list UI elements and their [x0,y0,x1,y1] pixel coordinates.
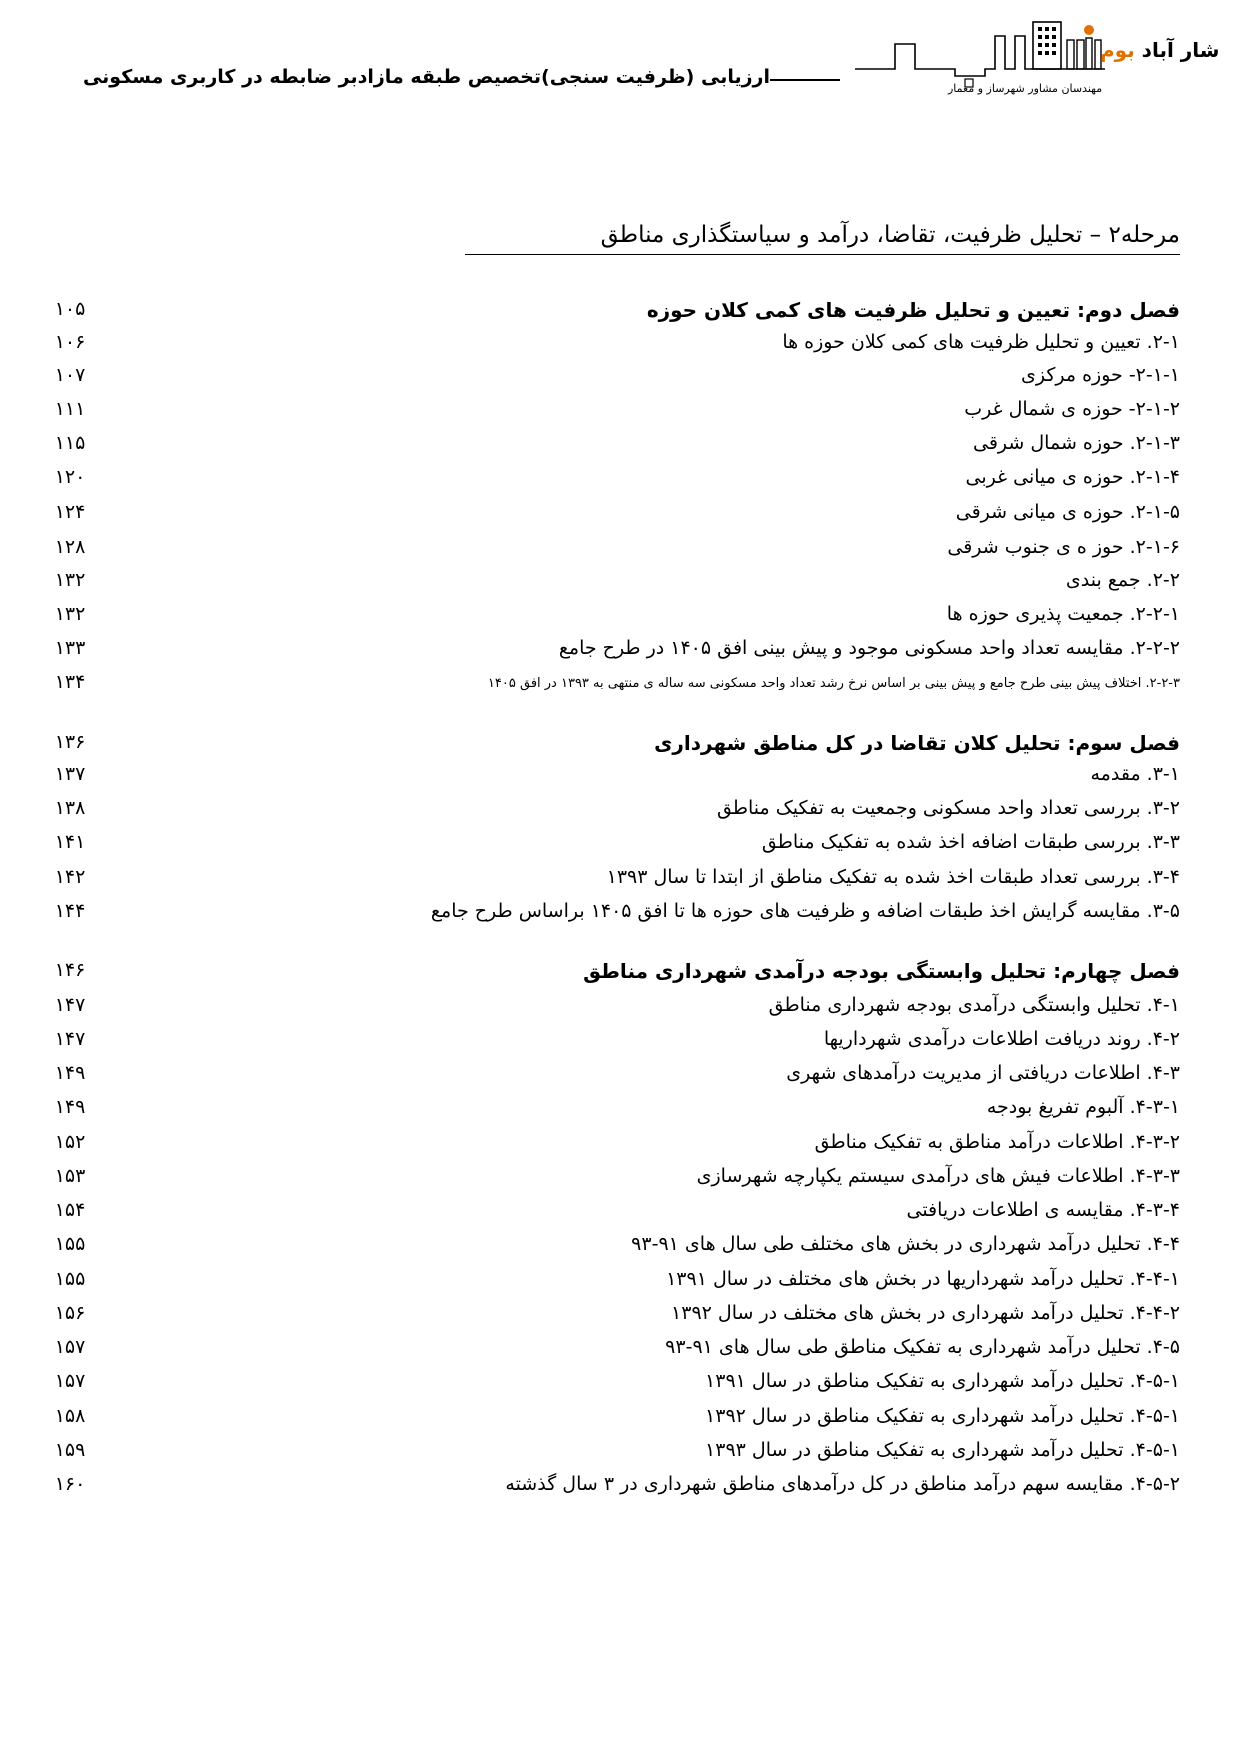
toc-entry-title: ۴-۵. تحلیل درآمد شهرداری به تفکیک مناطق طی سال های ۹۱-۹۳ [665,1336,1180,1358]
toc-entry-row [40,671,1180,701]
toc-entry-row [40,1268,1180,1298]
toc-entry-title: ۲-۱. تعیین و تحلیل ظرفیت های کمی کلان حوزه ها [782,331,1180,353]
toc-entry-title: ۴-۵-۱. تحلیل درآمد شهرداری به تفکیک مناطق در سال ۱۳۹۲ [705,1405,1180,1427]
stage-heading: مرحله۲ – تحلیل ظرفیت، تقاضا، درآمد و سیاستگذاری مناطق [465,222,1180,255]
toc-entry-row [40,866,1180,896]
toc-entry-row [40,364,1180,394]
toc-entry-title: ۴-۵-۱. تحلیل درآمد شهرداری به تفکیک مناطق در سال ۱۳۹۱ [705,1370,1180,1392]
toc-entry-title: ۴-۳-۳. اطلاعات فیش های درآمدی سیستم یکپارچه شهرسازی [696,1165,1180,1187]
toc-entry-row [40,1302,1180,1332]
toc-entry-title: ۴-۴. تحلیل درآمد شهرداری در بخش های مختلف طی سال های ۹۱-۹۳ [631,1233,1180,1255]
toc-entry-title: ۴-۵-۲. مقایسه سهم درآمد مناطق در کل درآمدهای مناطق شهرداری در ۳ سال گذشته [505,1473,1180,1495]
toc-entry-title: ۴-۴-۱. تحلیل درآمد شهرداریها در بخش های مختلف در سال ۱۳۹۱ [666,1268,1180,1290]
toc-page-number: ۱۱۵ [54,432,86,454]
toc-entry-title: ۳-۵. مقایسه گرایش اخذ طبقات اضافه و ظرفیت های حوزه ها تا افق ۱۴۰۵ براساس طرح جامع [430,900,1180,922]
toc-entry-title: ۲-۲. جمع بندی [1065,569,1180,591]
toc-entry-title: ۲-۲-۱. جمعیت پذیری حوزه ها [946,603,1180,625]
toc-entry-title: ۳-۱. مقدمه [1090,763,1180,785]
toc-entry-row [40,1439,1180,1469]
toc-page-number: ۱۴۲ [54,866,86,888]
toc-entry-title: ۲-۱-۲- حوزه ی شمال غرب [964,398,1180,420]
toc-entry-row [40,1096,1180,1126]
toc-entry-title: ۳-۲. بررسی تعداد واحد مسکونی وجمعیت به تفکیک مناطق [717,797,1180,819]
toc-entry-row [40,900,1180,930]
toc-page-number: ۱۳۸ [54,797,86,819]
toc-entry-title: ۳-۴. بررسی تعداد طبقات اخذ شده به تفکیک مناطق از ابتدا تا سال ۱۳۹۳ [606,866,1180,888]
toc-page-number: ۱۲۴ [54,501,86,523]
document-title: ارزیابی (ظرفیت سنجی)تخصیص طبقه مازادبر ضابطه در کاربری مسکونی [82,66,770,88]
toc-page-number: ۱۴۹ [54,1062,86,1084]
toc-entry-row [40,398,1180,428]
toc-entry-title: فصل دوم: تعیین و تحلیل ظرفیت های کمی کلان حوزه [646,298,1180,322]
toc-entry-title: ۴-۴-۲. تحلیل درآمد شهرداری در بخش های مختلف در سال ۱۳۹۲ [671,1302,1180,1324]
toc-entry-title: ۲-۱-۴. حوزه ی میانی غربی [965,466,1180,488]
toc-entry-row [40,501,1180,531]
toc-entry-row [40,831,1180,861]
toc-page-number: ۱۵۹ [54,1439,86,1461]
toc-chapter-row [40,731,1180,761]
toc-page-number: ۱۵۴ [54,1199,86,1221]
toc-page-number: ۱۰۵ [54,298,86,320]
toc-page-number: ۱۵۵ [54,1268,86,1290]
toc-page-number: ۱۶۰ [54,1473,86,1495]
toc-entry-row [40,797,1180,827]
toc-entry-title: ۴-۳-۴. مقایسه ی اطلاعات دریافتی [906,1199,1180,1221]
toc-entry-title: ۲-۱-۱- حوزه مرکزی [1020,364,1180,386]
toc-page-number: ۱۴۶ [54,959,86,981]
toc-entry-title: ۴-۵-۱. تحلیل درآمد شهرداری به تفکیک مناطق در سال ۱۳۹۳ [705,1439,1180,1461]
toc-page-number: ۱۵۷ [54,1336,86,1358]
toc-entry-row [40,1199,1180,1229]
logo-subtitle: مهندسان مشاور شهرساز و معمار [948,82,1103,95]
toc-entry-title: ۴-۳-۱. آلبوم تفریغ بودجه [986,1096,1180,1118]
toc-entry-row [40,763,1180,793]
toc-page-number: ۱۵۷ [54,1370,86,1392]
toc-entry-row [40,1131,1180,1161]
logo-wordmark: شار آباد بوم [1100,38,1220,62]
toc-entry-title: ۳-۳. بررسی طبقات اضافه اخذ شده به تفکیک مناطق [761,831,1180,853]
toc-page-number: ۱۲۰ [54,466,86,488]
toc-page-number: ۱۳۳ [54,637,86,659]
toc-entry-row [40,1473,1180,1503]
toc-page-number: ۱۲۸ [54,536,86,558]
toc-entry-row [40,1405,1180,1435]
toc-entry-row [40,466,1180,496]
toc-entry-title: فصل چهارم: تحلیل وابستگی بودجه درآمدی شهرداری مناطق [583,959,1180,983]
toc-chapter-row [40,959,1180,989]
toc-entry-title: ۲-۱-۳. حوزه شمال شرقی [973,432,1180,454]
toc-entry-row [40,637,1180,667]
toc-page-number: ۱۵۳ [54,1165,86,1187]
toc-page-number: ۱۵۵ [54,1233,86,1255]
toc-entry-title: ۴-۳. اطلاعات دریافتی از مدیریت درآمدهای شهری [786,1062,1180,1084]
toc-page-number: ۱۵۲ [54,1131,86,1153]
toc-entry-row [40,994,1180,1024]
toc-entry-title: ۴-۳-۲. اطلاعات درآمد مناطق به تفکیک مناطق [814,1131,1180,1153]
toc-entry-title: ۲-۱-۵. حوزه ی میانی شرقی [955,501,1180,523]
toc-page-number: ۱۴۷ [54,994,86,1016]
toc-page-number: ۱۳۴ [54,671,86,693]
toc-chapter-row [40,298,1180,328]
toc-page-number: ۱۳۲ [54,603,86,625]
toc-page-number: ۱۵۶ [54,1302,86,1324]
toc-entry-row [40,1062,1180,1092]
toc-entry-title: ۴-۲. روند دریافت اطلاعات درآمدی شهرداریها [823,1028,1180,1050]
toc-page-number: ۱۴۴ [54,900,86,922]
toc-entry-title: ۲-۲-۳. اختلاف پیش بینی طرح جامع و پیش بینی بر اساس نرخ رشد تعداد واحد مسکونی سه ساله ی منتهی به ۱۳۹۳ در افق ۱۴۰۵ [487,676,1180,691]
toc-page-number: ۱۴۱ [54,831,86,853]
toc-entry-row [40,603,1180,633]
toc-page-number: ۱۴۷ [54,1028,86,1050]
toc-entry-row [40,536,1180,566]
toc-entry-row [40,1336,1180,1366]
toc-entry-row [40,1028,1180,1058]
toc-page-number: ۱۳۶ [54,731,86,753]
toc-entry-title: فصل سوم: تحلیل کلان تقاضا در کل مناطق شهرداری [654,731,1180,755]
toc-entry-title: ۴-۱. تحلیل وابستگی درآمدی بودجه شهرداری مناطق [768,994,1180,1016]
toc-page-number: ۱۰۶ [54,331,86,353]
header-rule [770,79,840,81]
toc-entry-title: ۲-۱-۶. حوز ه ی جنوب شرقی [947,536,1180,558]
toc-page-number: ۱۱۱ [54,398,86,420]
toc-entry-row [40,432,1180,462]
toc-entry-row [40,331,1180,361]
toc-entry-row [40,569,1180,599]
toc-entry-row [40,1233,1180,1263]
toc-page-number: ۱۳۷ [54,763,86,785]
toc-page-number: ۱۰۷ [54,364,86,386]
toc-entry-title: ۲-۲-۲. مقایسه تعداد واحد مسکونی موجود و پیش بینی افق ۱۴۰۵ در طرح جامع [558,637,1180,659]
toc-page-number: ۱۴۹ [54,1096,86,1118]
toc-entry-row [40,1370,1180,1400]
toc-entry-row [40,1165,1180,1195]
toc-page-number: ۱۵۸ [54,1405,86,1427]
toc-page-number: ۱۳۲ [54,569,86,591]
